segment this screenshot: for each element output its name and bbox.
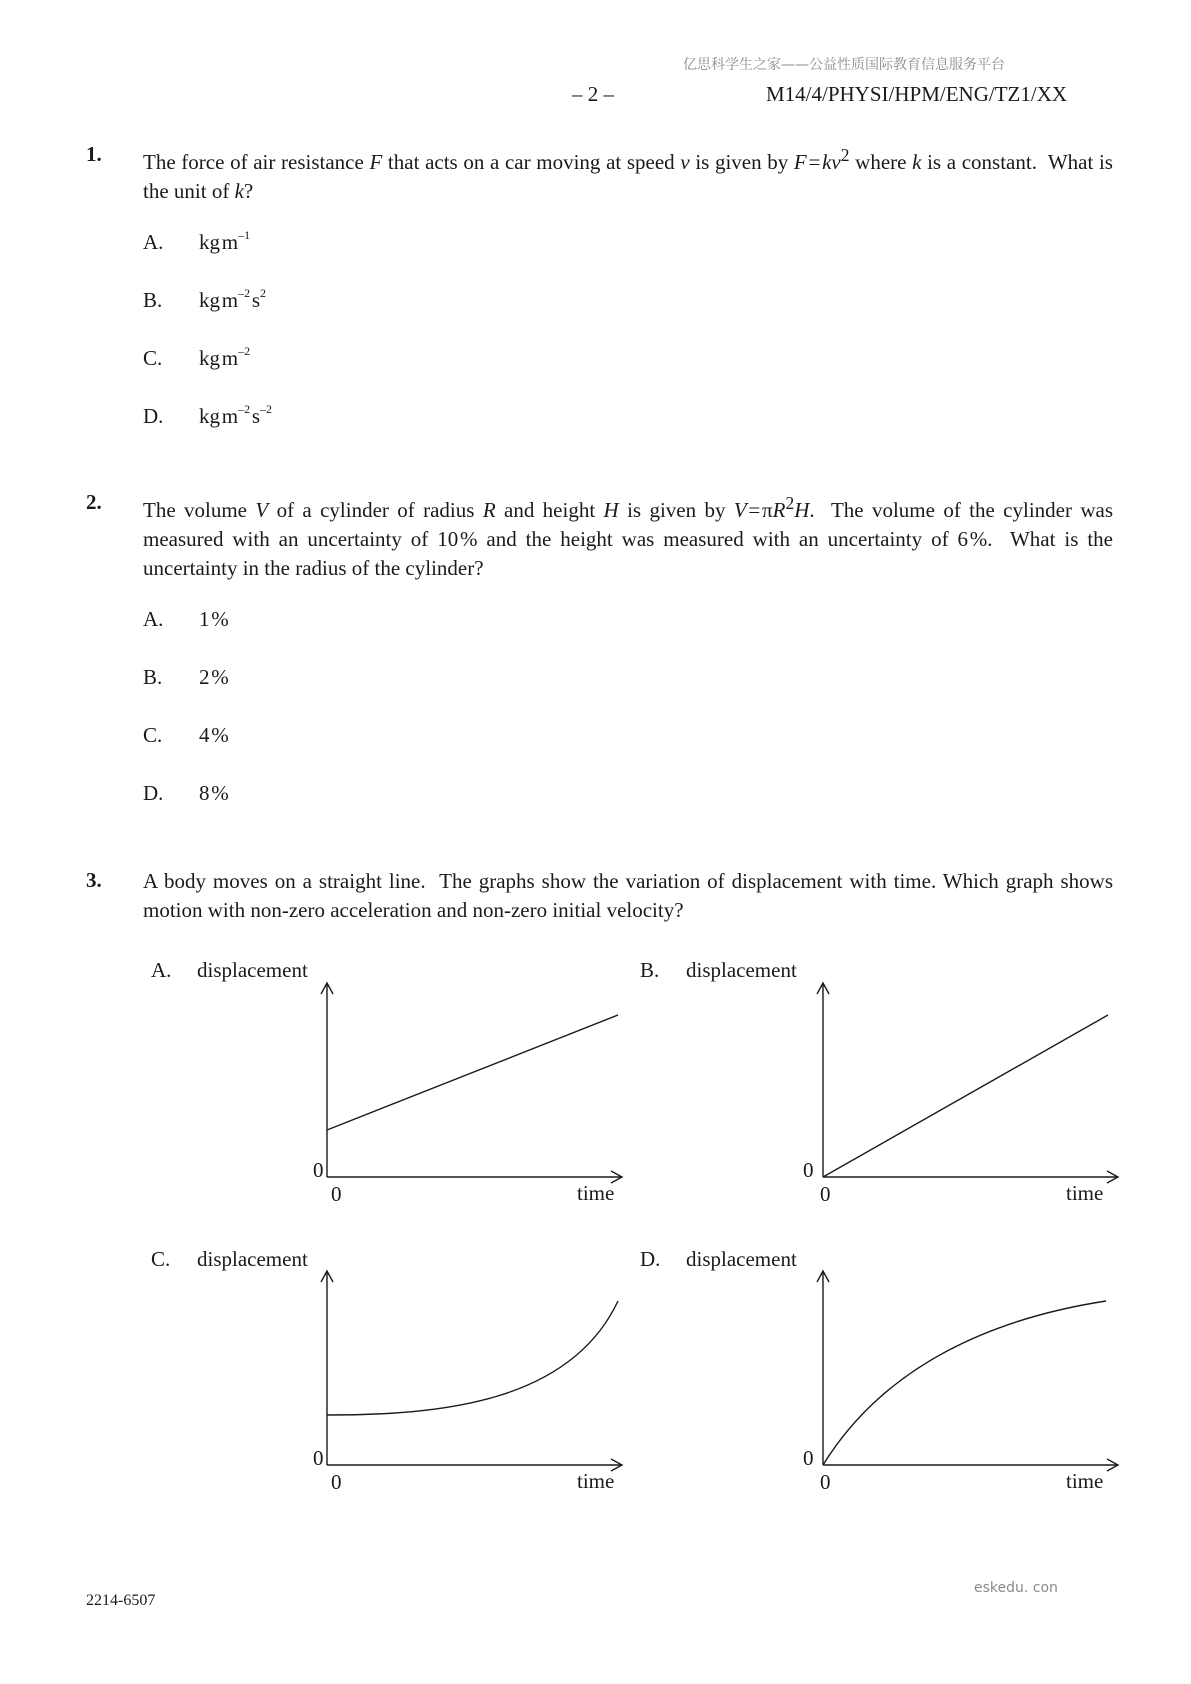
option-value: kg $m^{-2}$ [199,344,251,370]
footer-code: 2214-6507 [86,1592,156,1609]
option-value: 4 % [199,723,229,747]
graph-letter: C. [151,1247,171,1271]
origin-x-label: 0 [820,1470,831,1494]
origin-x-label: 0 [331,1182,342,1206]
option-value: 2 % [199,665,229,689]
graph-y-label: displacement [197,958,308,982]
displacement-curve [327,1015,618,1130]
displacement-curve [327,1301,618,1415]
graph-x-label: time [1066,1469,1104,1493]
page-number: – 2 – [572,82,614,106]
option-letter: D. [143,404,164,428]
origin-x-label: 0 [820,1182,831,1206]
graph-x-label: time [1066,1181,1104,1205]
graph-letter: B. [640,958,660,982]
paper-code: M14/4/PHYSI/HPM/ENG/TZ1/XX [766,82,1068,106]
origin-y-label: 0 [313,1446,324,1470]
origin-y-label: 0 [313,1158,324,1182]
option-value: 1 % [199,607,229,631]
origin-y-label: 0 [803,1158,814,1182]
displacement-curve [823,1301,1106,1465]
graph-c-axes [300,1263,630,1473]
graph-x-label: time [577,1469,615,1493]
option-letter: B. [143,665,163,689]
graph-b-axes [796,975,1126,1185]
origin-x-label: 0 [331,1470,342,1494]
footer-site: eskedu. con [974,1580,1058,1596]
question-text: The volume V of a cylinder of radius R and height H is given by V = $\pi R^2H$. The volume of the cylinder was measured with an uncertainty of 10 % and the height was measured with an uncertainty of 6 %. What is the uncertainty in the radius of the cylinder? [143,493,1114,580]
option-letter: C. [143,346,163,370]
option-value: 8 % [199,781,229,805]
question-number: 3. [86,868,102,892]
graph-letter: D. [640,1247,661,1271]
question-text: A body moves on a straight line. The graphs show the variation of displacement with time. Which graph shows motion with non-zero acceleration and non-zero initial velocity? [143,869,1113,922]
question-text: The force of air resistance F that acts on a car moving at speed v is given by F = $kv^2$ where k is a constant. What is the unit of k? [143,145,1113,203]
origin-y-label: 0 [803,1446,814,1470]
question-number: 2. [86,490,102,514]
option-letter: A. [143,230,164,254]
graph-y-label: displacement [686,958,797,982]
option-letter: A. [143,607,164,631]
watermark-top: 亿思科学生之家——公益性质国际教育信息服务平台 [683,57,1005,73]
option-value: kg $m^{-1}$ [199,228,251,254]
graph-y-label: displacement [197,1247,308,1271]
option-letter: C. [143,723,163,747]
graph-y-label: displacement [686,1247,797,1271]
graph-letter: A. [151,958,172,982]
graph-a-axes [300,975,630,1185]
option-value: kg $m^{-2}$ $s^{-2}$ [199,402,273,428]
displacement-curve [823,1015,1108,1177]
graph-x-label: time [577,1181,615,1205]
option-value: kg $m^{-2}$ $s^2$ [199,286,267,312]
graph-d-axes [796,1263,1126,1473]
option-letter: B. [143,288,163,312]
option-letter: D. [143,781,164,805]
question-number: 1. [86,142,102,166]
